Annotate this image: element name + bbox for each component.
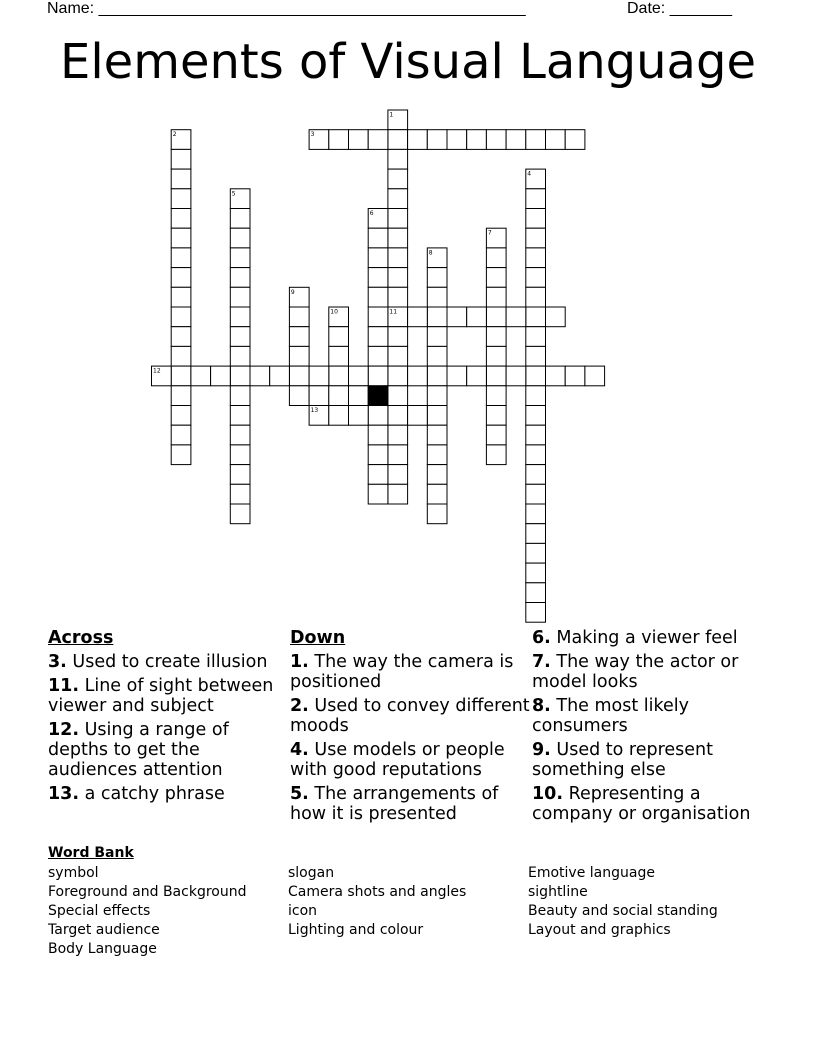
grid-cell[interactable]: [526, 228, 546, 248]
grid-cell[interactable]: [329, 327, 349, 347]
clue-item: [532, 628, 772, 648]
grid-cell[interactable]: [230, 406, 250, 426]
grid-cell[interactable]: [526, 406, 546, 426]
grid-cell[interactable]: [388, 189, 408, 209]
clue-item: [532, 740, 772, 780]
word-bank-item: Body Language: [48, 941, 157, 957]
grid-cell[interactable]: [585, 366, 605, 386]
grid-cell[interactable]: [368, 406, 388, 426]
clue-item: [48, 652, 288, 672]
clue-number: 2: [172, 131, 177, 139]
grid-cell[interactable]: [289, 307, 309, 327]
grid-cell[interactable]: [427, 406, 447, 426]
grid-cell[interactable]: [309, 366, 329, 386]
grid-cell[interactable]: [526, 543, 546, 563]
word-bank-item: Camera shots and angles: [288, 884, 467, 900]
grid-cell[interactable]: [368, 445, 388, 465]
grid-cell[interactable]: [506, 307, 526, 327]
grid-cell[interactable]: [467, 307, 487, 327]
grid-cell[interactable]: [388, 386, 408, 406]
grid-cell[interactable]: [526, 307, 546, 327]
word-bank-column-3: [528, 864, 718, 940]
grid-cell[interactable]: [171, 307, 191, 327]
grid-cell[interactable]: [526, 465, 546, 485]
grid-cell[interactable]: [230, 307, 250, 327]
clue-text: Line of sight between viewer and subject: [48, 676, 274, 716]
clue-item: [290, 784, 530, 824]
clue-number: 5: [231, 190, 236, 198]
grid-cell[interactable]: [388, 425, 408, 445]
clue-item: [532, 652, 772, 692]
grid-cell[interactable]: [230, 504, 250, 524]
grid-cell[interactable]: [486, 346, 506, 366]
clue-text: a catchy phrase: [79, 784, 225, 804]
clue-number: 5.: [290, 784, 309, 804]
grid-cell[interactable]: [427, 346, 447, 366]
grid-cell[interactable]: [368, 268, 388, 288]
date-field-label: Date: _______: [627, 0, 732, 17]
grid-cell[interactable]: [171, 209, 191, 229]
grid-cell[interactable]: [486, 406, 506, 426]
grid-cell[interactable]: [427, 465, 447, 485]
grid-cell[interactable]: [349, 386, 369, 406]
grid-cell[interactable]: [368, 228, 388, 248]
grid-cell[interactable]: [526, 189, 546, 209]
grid-cell[interactable]: [486, 425, 506, 445]
clue-number: 10.: [532, 784, 564, 804]
grid-cell[interactable]: [171, 268, 191, 288]
clue-number: 4: [527, 170, 532, 178]
grid-cell[interactable]: [329, 386, 349, 406]
grid-cell[interactable]: [230, 327, 250, 347]
grid-cell[interactable]: [368, 287, 388, 307]
grid-cell[interactable]: [171, 287, 191, 307]
grid-cell[interactable]: [388, 366, 408, 386]
grid-cell[interactable]: [329, 130, 349, 150]
word-bank-item: Layout and graphics: [528, 922, 671, 938]
clue-text: Used to represent something else: [532, 740, 713, 780]
clue-item: [532, 784, 772, 824]
clue-text: The most likely consumers: [532, 696, 690, 736]
grid-cell[interactable]: [329, 406, 349, 426]
clue-number: 10: [330, 308, 338, 316]
grid-cell[interactable]: [526, 386, 546, 406]
clue-item: [48, 676, 288, 716]
name-field-label: Name: ________________________________________________: [47, 0, 526, 17]
page-title: Elements of Visual Language: [60, 34, 756, 90]
grid-cell[interactable]: [427, 327, 447, 347]
grid-cell[interactable]: [526, 346, 546, 366]
grid-cell[interactable]: [388, 406, 408, 426]
grid-cell[interactable]: [329, 346, 349, 366]
grid-cell[interactable]: [526, 209, 546, 229]
grid-cell[interactable]: [289, 366, 309, 386]
grid-cell[interactable]: [427, 504, 447, 524]
grid-cell[interactable]: [230, 228, 250, 248]
grid-cell[interactable]: [486, 248, 506, 268]
grid-cell[interactable]: [388, 248, 408, 268]
clue-item: [532, 696, 772, 736]
grid-cell[interactable]: [388, 465, 408, 485]
grid-cell[interactable]: [388, 209, 408, 229]
clue-number: 3.: [48, 652, 67, 672]
grid-cell[interactable]: [526, 445, 546, 465]
grid-cell[interactable]: [368, 366, 388, 386]
grid-cell[interactable]: [546, 307, 566, 327]
grid-cell[interactable]: [388, 130, 408, 150]
grid-cell[interactable]: [427, 130, 447, 150]
grid-cell[interactable]: [349, 130, 369, 150]
clue-text: Representing a company or organisation: [532, 784, 751, 824]
clue-text: The way the camera is positioned: [290, 652, 514, 692]
grid-cell[interactable]: [427, 287, 447, 307]
clue-text: Use models or people with good reputations: [290, 740, 505, 780]
grid-cell[interactable]: [309, 386, 329, 406]
word-bank-column-2: [288, 864, 466, 940]
clue-item: [48, 720, 288, 780]
grid-cell[interactable]: [230, 465, 250, 485]
word-bank-column-1: [48, 864, 246, 959]
grid-cell[interactable]: [467, 366, 487, 386]
grid-cell[interactable]: [388, 287, 408, 307]
word-bank-title: Word Bank: [48, 845, 134, 861]
grid-cell[interactable]: [368, 346, 388, 366]
grid-cell[interactable]: [427, 307, 447, 327]
grid-cell[interactable]: [388, 445, 408, 465]
grid-cell[interactable]: [427, 366, 447, 386]
clue-number: 9: [290, 288, 295, 296]
clue-item: [48, 784, 288, 804]
grid-cell[interactable]: [388, 484, 408, 504]
grid-cell[interactable]: [427, 386, 447, 406]
grid-cell[interactable]: [230, 248, 250, 268]
grid-cell[interactable]: [565, 130, 585, 150]
grid-cell[interactable]: [368, 425, 388, 445]
grid-cell[interactable]: [546, 130, 566, 150]
grid-cell[interactable]: [171, 386, 191, 406]
grid-cell[interactable]: [211, 366, 231, 386]
clue-text: Used to create illusion: [66, 652, 268, 672]
grid-cell[interactable]: [171, 169, 191, 189]
word-bank-item: sightline: [528, 884, 588, 900]
grid-cell[interactable]: [388, 268, 408, 288]
grid-cell[interactable]: [368, 248, 388, 268]
grid-cell[interactable]: [230, 287, 250, 307]
grid-cell[interactable]: [408, 366, 428, 386]
grid-cell[interactable]: [349, 366, 369, 386]
grid-cell[interactable]: [486, 307, 506, 327]
grid-cell[interactable]: [368, 327, 388, 347]
word-bank-item: Lighting and colour: [288, 922, 424, 938]
grid-cell[interactable]: [368, 465, 388, 485]
grid-cell[interactable]: [526, 366, 546, 386]
word-bank-item: symbol: [48, 865, 99, 881]
down-clues: [290, 628, 530, 828]
down-clues-continued: [532, 628, 772, 828]
grid-cell[interactable]: [526, 484, 546, 504]
grid-cell[interactable]: [289, 327, 309, 347]
clue-number: 12: [153, 367, 161, 375]
grid-cell[interactable]: [486, 130, 506, 150]
black-cell: [368, 386, 388, 406]
word-bank-item: slogan: [288, 865, 335, 881]
clue-text: Used to convey different moods: [290, 696, 530, 736]
grid-cell[interactable]: [408, 307, 428, 327]
word-bank-item: icon: [288, 903, 318, 919]
grid-cell[interactable]: [486, 386, 506, 406]
grid-cell[interactable]: [486, 327, 506, 347]
clue-number: 6: [369, 210, 374, 217]
grid-cell[interactable]: [230, 445, 250, 465]
grid-cell[interactable]: [486, 287, 506, 307]
grid-cell[interactable]: [230, 484, 250, 504]
word-bank-item: Special effects: [48, 903, 151, 919]
grid-cell[interactable]: [526, 425, 546, 445]
across-heading: Across: [48, 628, 114, 648]
grid-cell[interactable]: [171, 327, 191, 347]
grid-cell[interactable]: [565, 366, 585, 386]
grid-cell[interactable]: [230, 268, 250, 288]
clue-text: Using a range of depths to get the audiences attention: [48, 720, 229, 780]
grid-cell[interactable]: [526, 504, 546, 524]
clue-number: 13: [310, 407, 319, 414]
grid-cell[interactable]: [486, 268, 506, 288]
grid-cell[interactable]: [526, 268, 546, 288]
grid-cell[interactable]: [171, 248, 191, 268]
grid-cell[interactable]: [447, 366, 467, 386]
grid-cell[interactable]: [526, 130, 546, 150]
grid-cell[interactable]: [546, 366, 566, 386]
grid-cell[interactable]: [526, 603, 546, 623]
grid-cell[interactable]: [171, 445, 191, 465]
clue-number: 9.: [532, 740, 551, 760]
clue-number: 3: [310, 131, 315, 139]
grid-cell[interactable]: [368, 130, 388, 150]
grid-cell[interactable]: [349, 406, 369, 426]
grid-cell[interactable]: [408, 406, 428, 426]
grid-cell[interactable]: [388, 169, 408, 189]
grid-cell[interactable]: [427, 445, 447, 465]
across-clues: [48, 628, 288, 808]
clue-number: 8: [428, 249, 433, 257]
grid-cell[interactable]: [191, 366, 211, 386]
clue-number: 2.: [290, 696, 309, 716]
grid-cell[interactable]: [526, 248, 546, 268]
down-heading: Down: [290, 628, 346, 648]
clue-number: 11: [389, 308, 398, 316]
grid-cell[interactable]: [230, 346, 250, 366]
grid-cell[interactable]: [171, 406, 191, 426]
grid-cell[interactable]: [230, 209, 250, 229]
word-bank-item: Beauty and social standing: [528, 903, 718, 919]
clue-item: [290, 740, 530, 780]
grid-cell[interactable]: [526, 287, 546, 307]
grid-cell[interactable]: [250, 366, 270, 386]
grid-cell[interactable]: [368, 307, 388, 327]
grid-cell[interactable]: [171, 228, 191, 248]
grid-cell[interactable]: [506, 130, 526, 150]
grid-cell[interactable]: [427, 425, 447, 445]
grid-cell[interactable]: [486, 366, 506, 386]
grid-cell[interactable]: [388, 346, 408, 366]
clue-item: [290, 696, 530, 736]
clue-text: Making a viewer feel: [550, 628, 738, 648]
grid-cell[interactable]: [506, 366, 526, 386]
grid-cell[interactable]: [230, 366, 250, 386]
clue-number: 7.: [532, 652, 551, 672]
grid-cell[interactable]: [171, 189, 191, 209]
grid-cell[interactable]: [427, 268, 447, 288]
grid-cell[interactable]: [388, 149, 408, 169]
grid-cell[interactable]: [368, 484, 388, 504]
grid-cell[interactable]: [427, 484, 447, 504]
grid-cell[interactable]: [171, 425, 191, 445]
clue-item: [290, 652, 530, 692]
clue-number: 7: [487, 229, 492, 237]
clue-number: 13.: [48, 784, 80, 804]
grid-cell[interactable]: [230, 425, 250, 445]
clue-number: 1.: [290, 652, 309, 672]
word-bank-item: Target audience: [48, 922, 160, 938]
grid-cell[interactable]: [329, 366, 349, 386]
clue-number: 12.: [48, 720, 80, 740]
grid-cell[interactable]: [289, 346, 309, 366]
grid-cell[interactable]: [526, 327, 546, 347]
clue-text: The way the actor or model looks: [532, 652, 739, 692]
clue-text: The arrangements of how it is presented: [290, 784, 499, 824]
grid-cell[interactable]: [526, 524, 546, 544]
grid-cell[interactable]: [486, 445, 506, 465]
clue-number: 1: [389, 111, 394, 119]
grid-cell[interactable]: [270, 366, 290, 386]
word-bank-item: Emotive language: [528, 865, 655, 881]
grid-cell[interactable]: [467, 130, 487, 150]
grid-cell[interactable]: [526, 563, 546, 583]
clue-number: 6.: [532, 628, 551, 648]
grid-cell[interactable]: [289, 386, 309, 406]
grid-cell[interactable]: [388, 327, 408, 347]
grid-cell[interactable]: [230, 386, 250, 406]
grid-cell[interactable]: [171, 346, 191, 366]
grid-cell[interactable]: [171, 149, 191, 169]
grid-cell[interactable]: [447, 130, 467, 150]
grid-cell[interactable]: [388, 228, 408, 248]
grid-cell[interactable]: [526, 583, 546, 603]
clue-number: 8.: [532, 696, 551, 716]
word-bank-item: Foreground and Background: [48, 884, 247, 900]
grid-cell[interactable]: [408, 130, 428, 150]
grid-cell[interactable]: [171, 366, 191, 386]
clue-number: 4.: [290, 740, 309, 760]
clue-number: 11.: [48, 676, 80, 696]
grid-cell[interactable]: [447, 307, 467, 327]
